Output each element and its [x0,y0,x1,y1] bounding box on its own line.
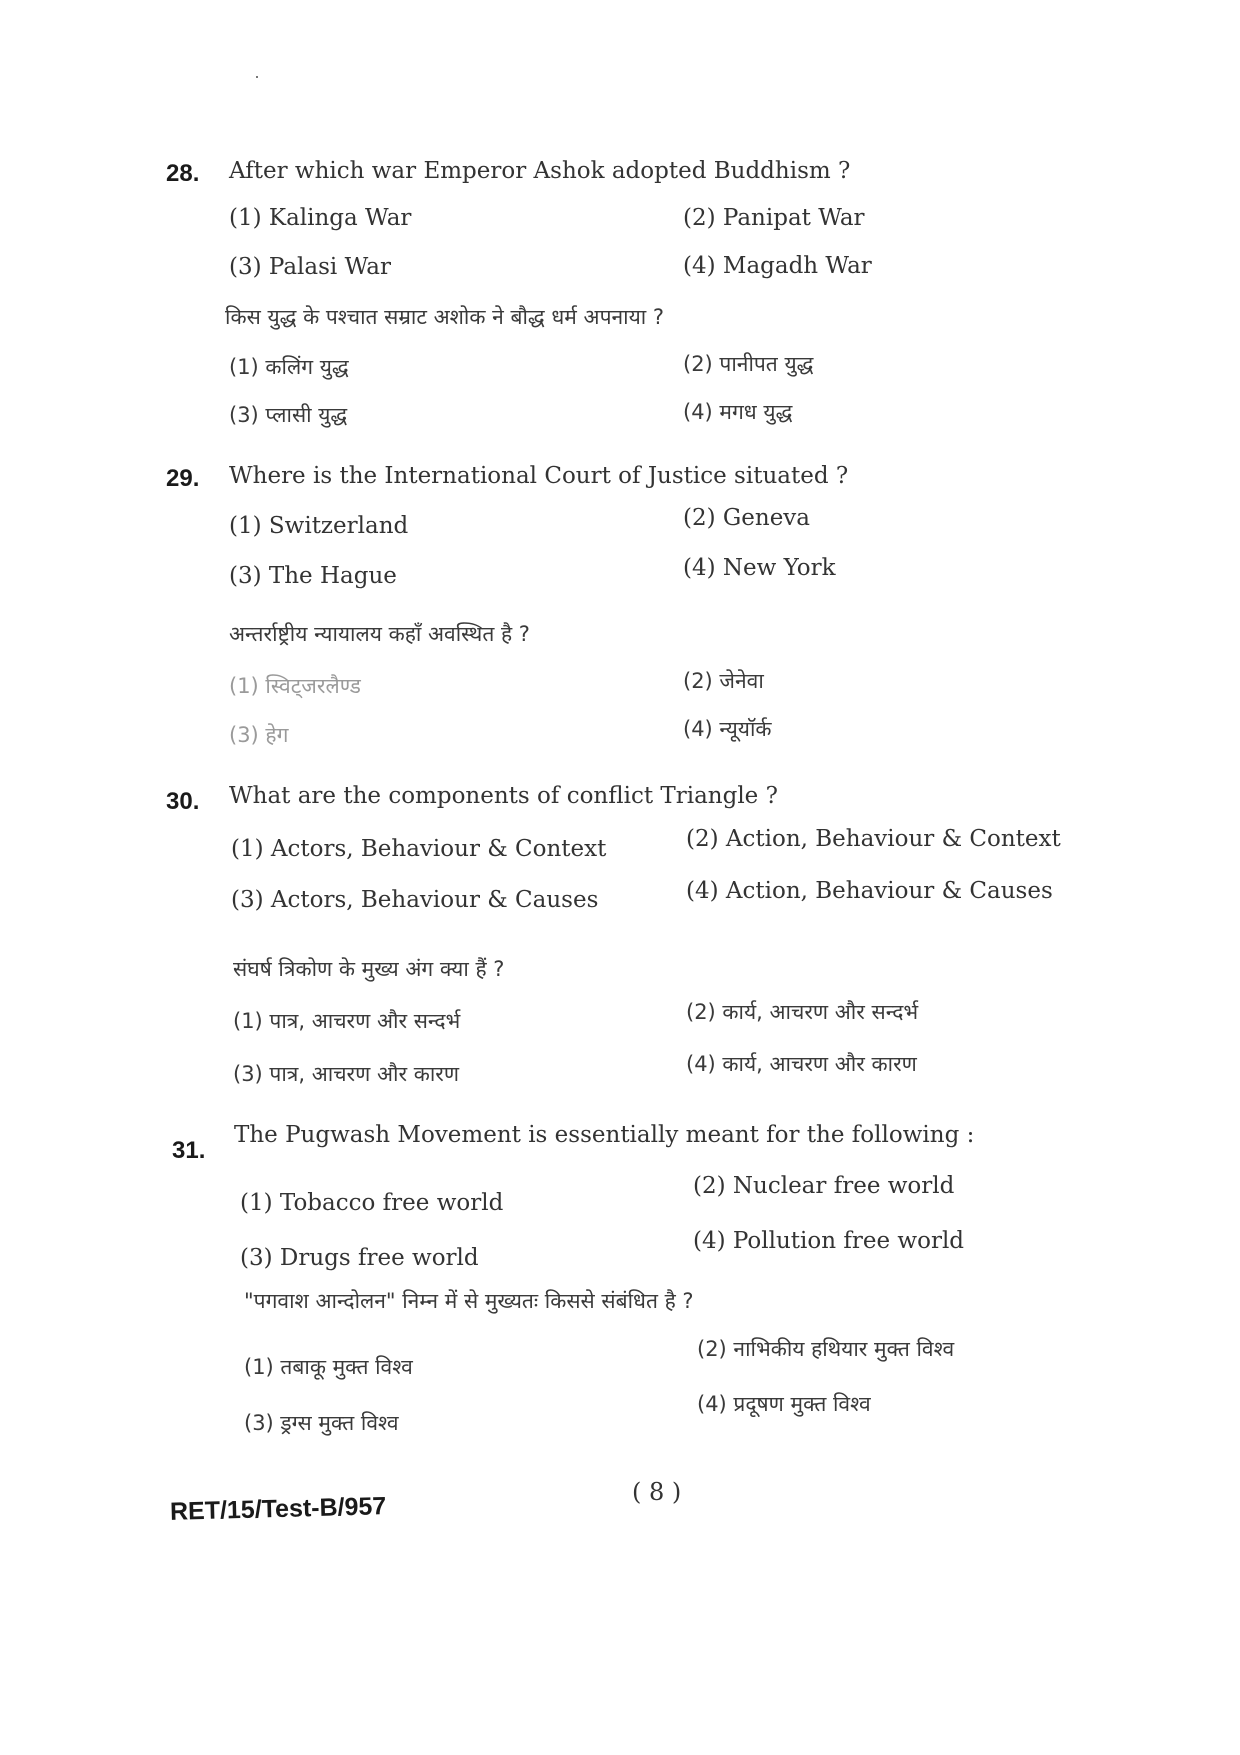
test-code: RET/15/Test-B/957 [169,1492,387,1526]
option-en-1: (1) Switzerland [229,513,409,539]
option-en-3: (3) Actors, Behaviour & Causes [231,887,599,913]
option-en-4: (4) Action, Behaviour & Causes [686,878,1053,904]
option-hi-2: (2) नाभिकीय हथियार मुक्त विश्व [697,1337,955,1361]
question-text-en: The Pugwash Movement is essentially meant for the following : [234,1122,975,1148]
option-en-3: (3) Drugs free world [240,1245,479,1271]
question-number: 31. [172,1137,206,1164]
question-text-hi: किस युद्ध के पश्चात सम्राट अशोक ने बौद्ध धर्म अपनाया ? [225,305,665,329]
option-en-4: (4) New York [683,555,836,581]
option-en-1: (1) Actors, Behaviour & Context [231,836,607,862]
question-text-en: Where is the International Court of Justice situated ? [229,463,849,489]
option-hi-1: (1) स्विट्जरलैण्ड [229,674,361,698]
question-text-hi: अन्तर्राष्ट्रीय न्यायालय कहाँ अवस्थित है ? [229,622,530,646]
option-en-2: (2) Geneva [683,505,811,531]
option-en-1: (1) Kalinga War [229,205,412,231]
option-hi-3: (3) पात्र, आचरण और कारण [233,1062,460,1086]
option-hi-4: (4) कार्य, आचरण और कारण [686,1052,917,1076]
option-hi-2: (2) कार्य, आचरण और सन्दर्भ [686,1000,919,1024]
option-en-2: (2) Nuclear free world [693,1173,955,1199]
question-text-en: After which war Emperor Ashok adopted Buddhism ? [229,158,851,184]
page-number: ( 8 ) [632,1478,682,1506]
option-en-2: (2) Panipat War [683,205,865,231]
option-hi-3: (3) प्लासी युद्ध [229,403,348,427]
scan-speck [256,76,258,78]
question-number: 28. [166,160,200,187]
option-hi-4: (4) मगध युद्ध [683,400,793,424]
option-hi-4: (4) न्यूयॉर्क [683,717,772,741]
option-hi-2: (2) पानीपत युद्ध [683,352,814,376]
question-number: 29. [166,465,200,492]
option-hi-4: (4) प्रदूषण मुक्त विश्व [697,1392,871,1416]
option-en-4: (4) Magadh War [683,253,872,279]
question-number: 30. [166,788,200,815]
option-hi-3: (3) हेग [229,723,289,747]
option-en-4: (4) Pollution free world [693,1228,965,1254]
question-text-en: What are the components of conflict Triangle ? [229,783,778,809]
option-hi-3: (3) ड्रग्स मुक्त विश्व [244,1411,399,1435]
option-hi-1: (1) कलिंग युद्ध [229,355,349,379]
option-en-3: (3) The Hague [229,563,397,589]
option-en-3: (3) Palasi War [229,254,391,280]
question-text-hi: संघर्ष त्रिकोण के मुख्य अंग क्या हैं ? [233,957,505,981]
option-hi-1: (1) तबाकू मुक्त विश्व [244,1355,413,1379]
option-hi-1: (1) पात्र, आचरण और सन्दर्भ [233,1009,461,1033]
option-en-2: (2) Action, Behaviour & Context [686,826,1061,852]
question-text-hi: "पगवाश आन्दोलन" निम्न में से मुख्यतः किससे संबंधित है ? [244,1289,694,1313]
option-hi-2: (2) जेनेवा [683,669,764,693]
option-en-1: (1) Tobacco free world [240,1190,504,1216]
